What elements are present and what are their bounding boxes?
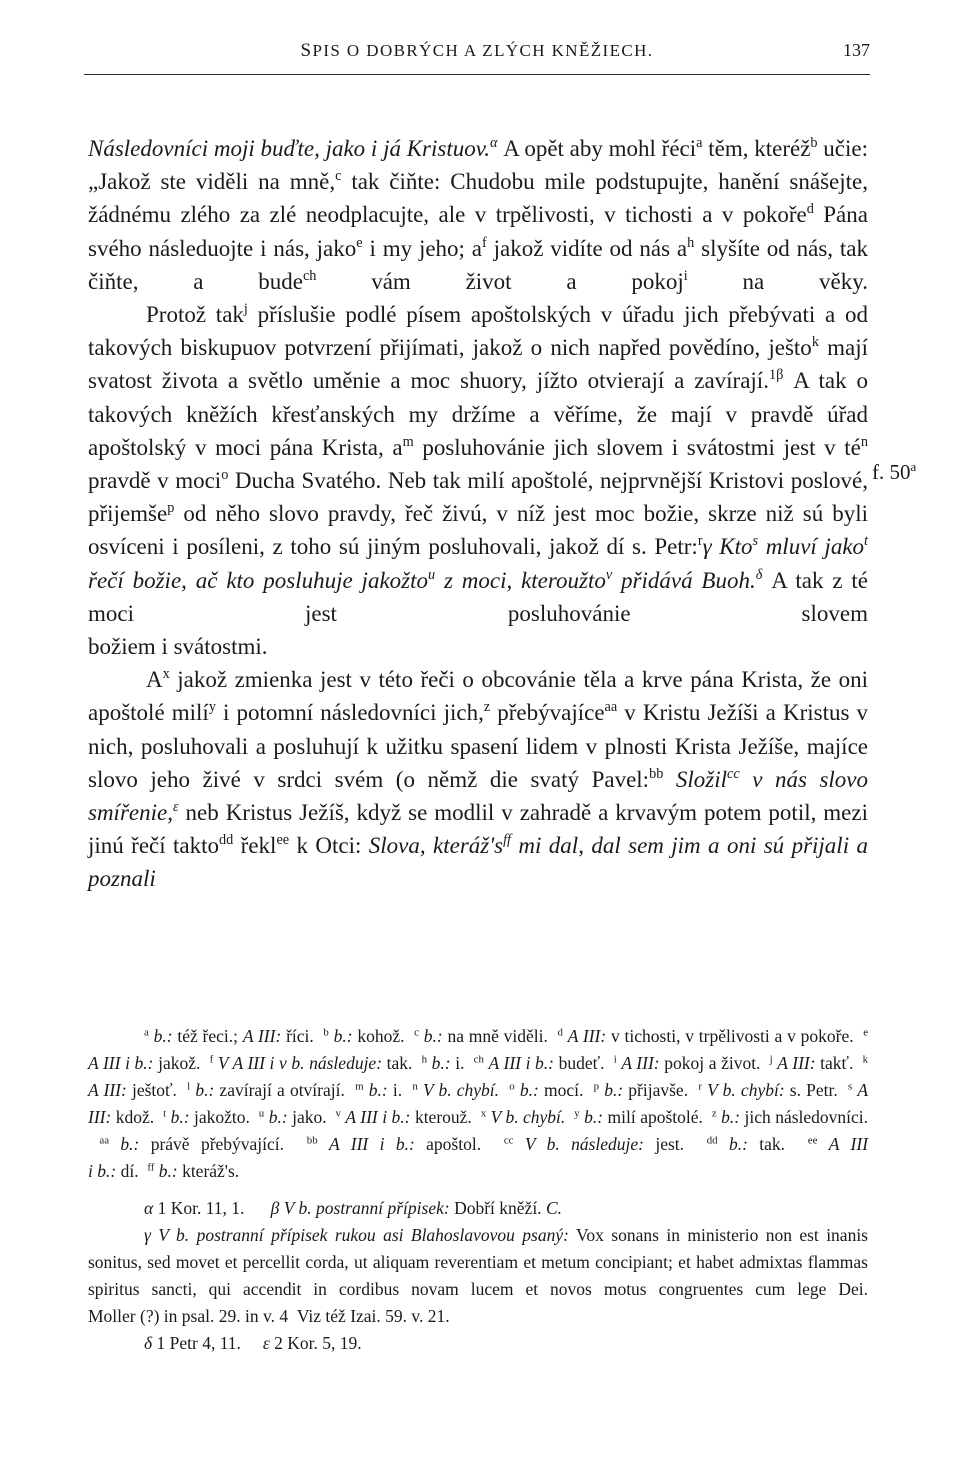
footnotes bbox=[88, 1023, 868, 1357]
header-rule bbox=[84, 74, 870, 75]
page-number: 137 bbox=[843, 40, 870, 60]
variant-notes-end: i b.: dí. $^{ff}$ b.: kteráž's. bbox=[88, 1161, 240, 1181]
note-delta-epsilon: δ 1 Petr 4, 11. ε 2 Kor. 5, 19. bbox=[144, 1333, 362, 1353]
note-gamma-end: Moller (?) in psal. 29. in v. 4 Viz též Izai. 59. v. 21. bbox=[88, 1306, 450, 1326]
running-title: SPIS O DOBRÝCH A ZLÝCH KNĚŽIECH. bbox=[300, 40, 654, 61]
note-alpha-beta: α 1 Kor. 11, 1. β V b. postranní přípisek: Dobří kněží. C. bbox=[144, 1198, 562, 1218]
margin-folio-note: f. 50$^a$ bbox=[872, 458, 917, 484]
paragraph-1: Následovníci moji buďte, jako i já Kristuov.$^\alpha$ A opět aby mohl řéci$^a$ těm, kteréž$^b$ učie: „Jakož ste viděli na mně,$^c$ tak čiňte: Chudobu mile podstupujte, hanění snášejte, žádnému zlého za zlé neodplacujte, ale v trpělivosti, v tichosti a v pokoře$^d$ Pána svého následuojte i nás, jako$^e$ i my jeho; $a^f$ jakož vidíte od nás $a^h$ slyšíte od nás, tak čiňte, a bude$^{ch}$ vám život a pokoj$^i$ na věky. bbox=[88, 135, 868, 294]
main-text bbox=[88, 132, 868, 896]
note-gamma: γ V b. postranní přípisek rukou asi Blahoslavovou psaný: Vox sonans in ministerio non est inanis sonitus, sed movet et percellit corda, ut aliquam reverentiam et metum concipiant; et habet admixtas flammas spiritus sancti, qui accendit in cordibus novam lucem et novos motus congruentes cum lege Dei. bbox=[88, 1225, 868, 1299]
variant-notes: $^a$ b.: též řeci.; A III: říci. $^b$ b.: kohož. $^c$ b.: na mně viděli. $^d$ A III: v tichosti, v trpělivosti a v pokoře. $^e$ A III i b.: jakož. $^f$ V A III i v b. následuje: tak. $^h$ b.: i. $^{ch}$ A III i b.: budeť. $^i$ A III: pokoj a život. $^j$ A III: takť. $^k$ A III: ještoť. $^l$ b.: zavírají a otvírají. $^m$ b.: i. $^n$ V b. chybí. $^o$ b.: mocí. $^p$ b.: přijavše. $^r$ V b. chybí: s. Petr. $^s$ A III: kdož. $^t$ b.: jakožto. $^u$ b.: jako. $^v$ A III i b.: kterouž. $^x$ V b. chybí. $^y$ b.: milí apoštolé. $^z$ b.: jich následovníci. $^{aa}$ b.: právě přebývající. $^{bb}$ A III i b.: apoštol. $^{cc}$ V b. následuje: jest. $^{dd}$ b.: tak. $^{ee}$ A III bbox=[88, 1026, 869, 1154]
running-header bbox=[84, 40, 870, 74]
paragraph-2: Protož tak$^j$ příslušie podlé písem apoštolských v úřadu jich přebývati a od takových biskupuov potvrzení přijímati, jakož o nich napřed povědíno, ješto$^k$ mají svatost života a světlo uměnie a moc shuory, jížto otvierají a zavírají.$^{1\beta}$ A tak o takových kněžích křesťanských my držíme a věříme, že mají v pravdě úřad apoštolský v moci pána Krista, $a^m$ posluhovánie jich slovem i svátostmi jest v $té^n$ pravdě v moci$^o$ Ducha Svatého. Neb tak milí apoštolé, nejprvnější Kristovi poslové, přijemše$^p$ od něho slovo pravdy, řeč živú, v níž jest moc božie, skrze niž sú byli osvíceni i posíleni, z toho sú jiným posluhovali, jakož dí s. Petr:$^r$γ Kto$^s$ mluví jako$^t$ řečí božie, ač kto posluhuje jakožto$^u$ z moci, kteroužto$^v$ přidává Buoh.$^\delta$ A tak z té moci jest posluhovánie slovem bbox=[88, 301, 869, 626]
paragraph-3: $A^x$ jakož zmienka jest v této řeči o obcovánie těla a krve pána Krista, že oni apoštolé milí$^y$ i potomní následovníci jich,$^z$ přebývajíce$^{aa}$ v Kristu Ježíši a Kristus v nich, posluhovali a posluhují k užitku spasení lidem v plnosti Krista Ježíše, majíce slovo jeho živé v srdci svém (o němž die svatý Pavel:$^{bb}$ Složil$^{cc}$ v nás slovo smířenie,$^\varepsilon$ neb Kristus Ježíš, když se modlil v zahradě a krvavým potem potil, mezi jinú řečí takto$^{dd}$ řekl$^{ee}$ k Otci: Slova, $kteráž's^{ff}$ mi dal, dal sem jim a oni sú přijali a poznali bbox=[88, 666, 869, 892]
paragraph-2-end: božiem i svátostmi. bbox=[88, 634, 268, 660]
